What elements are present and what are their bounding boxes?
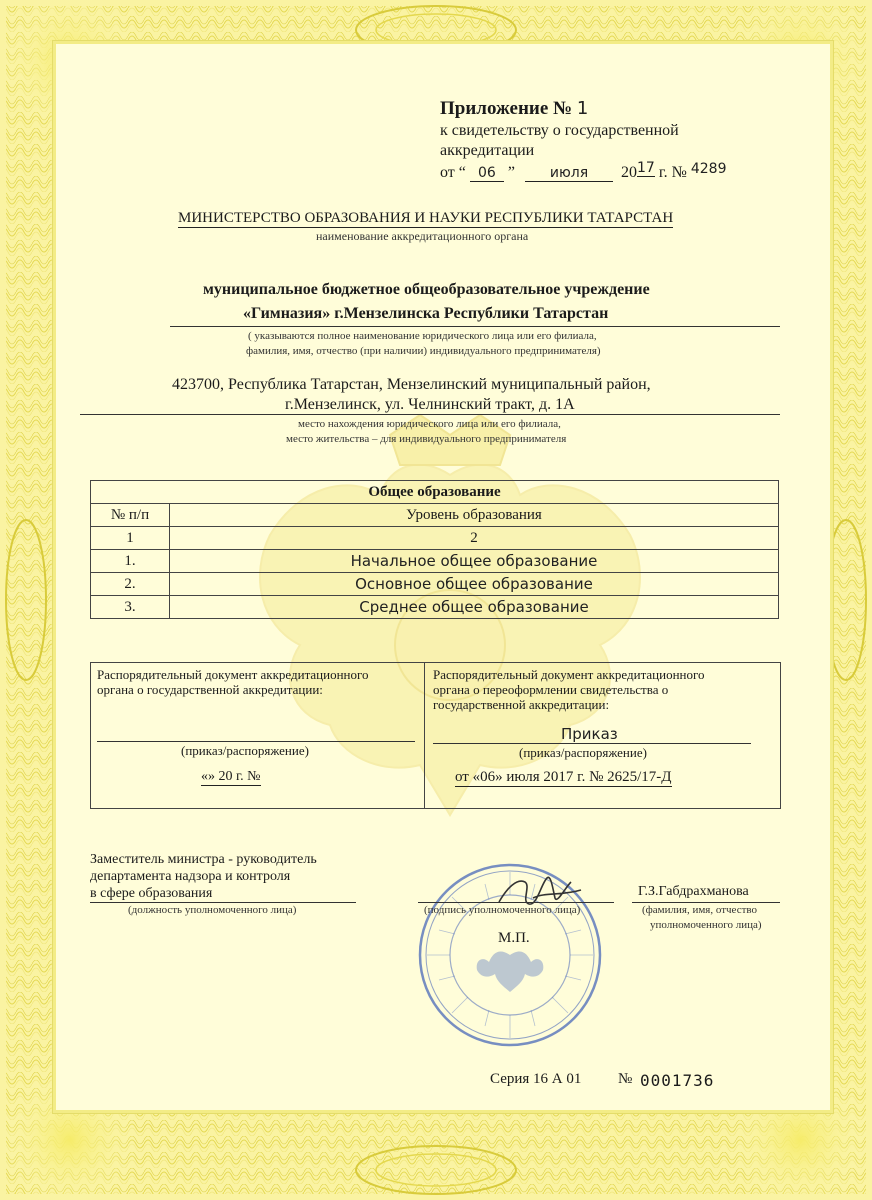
right-doc-type: Приказ	[561, 725, 618, 743]
date-day: 06	[470, 165, 504, 182]
series-number: 0001736	[640, 1071, 715, 1090]
series-label: Серия 16 А 01	[490, 1071, 582, 1087]
right-doc-title1: Распорядительный документ аккредитационного	[433, 667, 705, 682]
table-row	[91, 573, 779, 596]
row-level: Основное общее образование	[170, 573, 779, 596]
date-quote: ”	[507, 164, 515, 181]
col-index-1: 1	[91, 527, 170, 550]
organization-caption2: фамилия, имя, отчество (при наличии) индивидуального предпринимателя)	[246, 345, 601, 357]
address-caption2: место жительства – для индивидуального предпринимателя	[286, 433, 567, 445]
certificate-number: 4289	[690, 161, 727, 177]
number-label: г. №	[658, 164, 687, 181]
date-year-prefix: 20	[621, 164, 637, 181]
administrative-documents-box	[90, 662, 781, 809]
appendix-title	[440, 98, 588, 120]
appendix-line2: аккредитации	[440, 142, 535, 159]
row-number: 1.	[91, 550, 170, 573]
right-doc-title3: государственной аккредитации:	[433, 697, 610, 712]
right-doc-date: от «06» июля 2017 г. № 2625/17-Д	[455, 769, 672, 785]
organization-line2: «Гимназия» г.Мензелинска Республики Татарстан	[243, 305, 609, 322]
right-doc-line	[433, 743, 751, 744]
left-doc-line	[97, 741, 415, 742]
address-line1: 423700, Республика Татарстан, Мензелинский муниципальный район,	[172, 376, 651, 393]
signer-position1: Заместитель министра - руководитель	[90, 852, 317, 867]
docbox-divider	[424, 663, 425, 808]
address-caption1: место нахождения юридического лица или его филиала,	[298, 418, 561, 430]
signature-underline	[418, 902, 614, 903]
signature-caption: (подпись уполномоченного лица)	[424, 904, 581, 916]
organization-caption1: ( указываются полное наименование юридического лица или его филиала,	[248, 330, 597, 342]
row-number: 3.	[91, 596, 170, 619]
position-caption: (должность уполномоченного лица)	[128, 904, 297, 916]
name-underline	[632, 902, 780, 903]
signer-position3: в сфере образования	[90, 886, 213, 901]
left-doc-date: «» 20 г. №	[201, 769, 261, 784]
right-doc-caption: (приказ/распоряжение)	[519, 745, 647, 760]
col-index-2: 2	[170, 527, 779, 550]
date-year-suffix: 17	[637, 160, 655, 176]
table-title: Общее образование	[91, 481, 779, 504]
authority-caption: наименование аккредитационного органа	[316, 229, 529, 243]
date-month: июля	[525, 165, 613, 182]
series-number-sign: №	[618, 1071, 633, 1087]
right-doc-title2: органа о переоформлении свидетельства о	[433, 682, 669, 697]
address-line2: г.Мензелинск, ул. Челнинский тракт, д. 1А	[285, 396, 575, 413]
address-underline	[80, 414, 780, 415]
date-prefix: от “	[440, 164, 466, 181]
organization-line1: муниципальное бюджетное общеобразовательное учреждение	[203, 281, 650, 298]
col-level-header: Уровень образования	[170, 504, 779, 527]
appendix-label: Приложение №	[440, 98, 573, 119]
table-header-row	[91, 504, 779, 527]
table-column-index-row	[91, 527, 779, 550]
signer-name: Г.З.Габдрахманова	[638, 884, 749, 899]
row-number: 2.	[91, 573, 170, 596]
col-number-header: № п/п	[91, 504, 170, 527]
appendix-line1: к свидетельству о государственной	[440, 122, 679, 139]
table-row	[91, 596, 779, 619]
row-level: Начальное общее образование	[170, 550, 779, 573]
appendix-number: 1	[576, 98, 589, 119]
organization-underline	[170, 326, 780, 327]
left-doc-title1: Распорядительный документ аккредитационного	[97, 667, 369, 682]
education-levels-table	[90, 480, 779, 619]
stamp-place-label: М.П.	[498, 930, 530, 946]
name-caption1: (фамилия, имя, отчество	[642, 904, 758, 916]
left-doc-title2: органа о государственной аккредитации:	[97, 682, 323, 697]
authority-name: МИНИСТЕРСТВО ОБРАЗОВАНИЯ И НАУКИ РЕСПУБЛИКИ ТАТАРСТАН	[178, 210, 674, 226]
appendix-date-line	[440, 160, 727, 182]
table-title-row	[91, 481, 779, 504]
row-level: Среднее общее образование	[170, 596, 779, 619]
table-row	[91, 550, 779, 573]
name-caption2: уполномоченного лица)	[650, 919, 762, 931]
position-underline	[90, 902, 356, 903]
left-doc-caption: (приказ/распоряжение)	[181, 743, 309, 758]
signer-position2: департамента надзора и контроля	[90, 869, 291, 884]
